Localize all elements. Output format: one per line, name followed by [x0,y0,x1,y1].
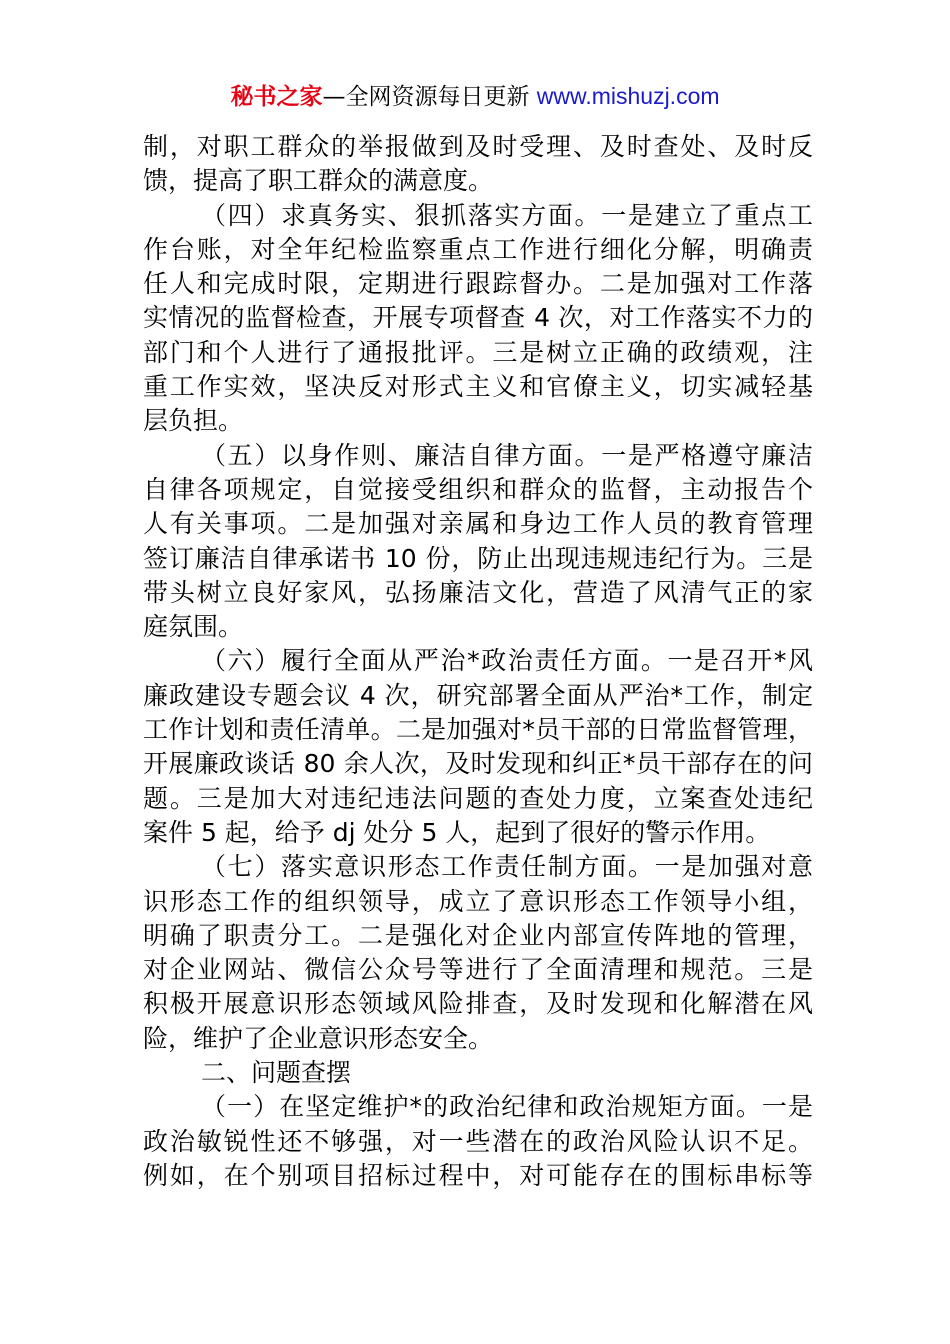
body-line: 部门和个人进行了通报批评。三是树立正确的政绩观，注 [143,337,813,367]
body-line: 识形态工作的组织领导，成立了意识形态工作领导小组， [143,886,813,916]
body-line: 自律各项规定，自觉接受组织和群众的监督，主动报告个 [143,474,813,504]
body-line: 层负担。 [143,406,244,436]
body-line: 任人和完成时限，定期进行跟踪督办。二是加强对工作落 [143,269,813,299]
body-line: 工作计划和责任清单。二是加强对*员干部的日常监督管理， [143,715,813,745]
site-link[interactable]: www.mishuzj.com [536,83,720,109]
section-heading-line: （七）落实意识形态工作责任制方面。一是加强对意 [201,852,813,882]
body-line: 例如，在个别项目招标过程中，对可能存在的围标串标等 [143,1160,813,1190]
body-line: 制，对职工群众的举报做到及时受理、及时查处、及时反 [143,132,813,161]
body-line: 廉政建设专题会议 4 次，研究部署全面从严治*工作，制定 [143,680,813,710]
body-line: 积极开展意识形态领域风险排查，及时发现和化解潜在风 [143,989,813,1019]
brand-name: 秘书之家 [230,84,323,110]
chapter-heading-line: 二、问题查摆 [201,1058,352,1088]
body-line: 人有关事项。二是加强对亲属和身边工作人员的教育管理 [143,509,813,539]
body-line: 带头树立良好家风，弘扬廉洁文化，营造了风清气正的家 [143,577,813,607]
body-line: 明确了职责分工。二是强化对企业内部宣传阵地的管理， [143,920,813,950]
body-line: 重工作实效，坚决反对形式主义和官僚主义，切实减轻基 [143,372,813,402]
body-line: 开展廉政谈话 80 余人次，及时发现和纠正*员干部存在的问 [143,749,813,779]
section-heading-line: （五）以身作则、廉洁自律方面。一是严格遵守廉洁 [201,440,813,470]
body-line: 作台账，对全年纪检监察重点工作进行细化分解，明确责 [143,234,813,264]
document-body [143,130,813,1193]
body-line: 对企业网站、微信公众号等进行了全面清理和规范。三是 [143,955,813,985]
section-heading-line: （一）在坚定维护*的政治纪律和政治规矩方面。一是 [201,1092,813,1122]
body-line: 实情况的监督检查，开展专项督查 4 次，对工作落实不力的 [143,303,813,333]
header-tagline: —全网资源每日更新 [322,84,537,110]
section-heading-line: （四）求真务实、狠抓落实方面。一是建立了重点工 [201,200,813,230]
body-line: 题。三是加大对违纪违法问题的查处力度，立案查处违纪 [143,783,813,813]
body-line: 险，维护了企业意识形态安全。 [143,1023,494,1053]
body-line: 签订廉洁自律承诺书 10 份，防止出现违规违纪行为。三是 [143,543,813,573]
document-header [0,80,950,113]
section-heading-line: （六）履行全面从严治*政治责任方面。一是召开*风 [201,646,813,676]
body-line: 案件 5 起，给予 dj 处分 5 人，起到了很好的警示作用。 [143,817,771,847]
body-line: 庭氛围。 [143,612,244,642]
body-line: 政治敏锐性还不够强，对一些潜在的政治风险认识不足。 [143,1126,813,1156]
body-line: 馈，提高了职工群众的满意度。 [143,166,494,196]
